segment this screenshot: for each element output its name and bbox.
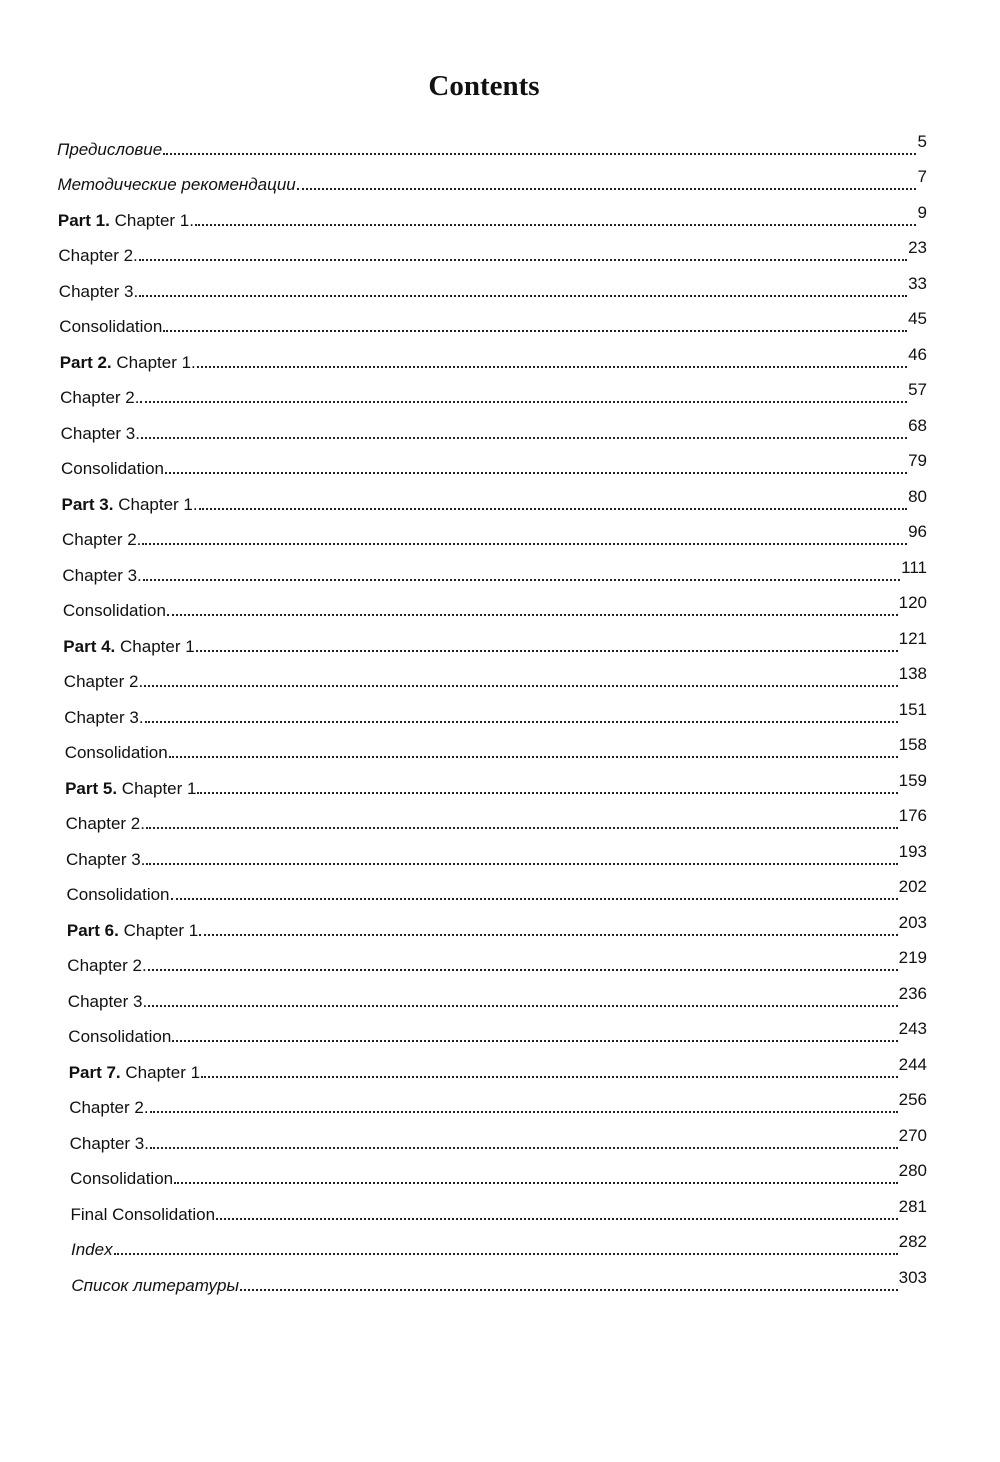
dot-leader [165,471,907,474]
toc-entry-text: Chapter 3. [67,991,148,1011]
dot-leader [139,258,907,261]
toc-page-number: 281 [898,1196,927,1216]
dot-leader [150,1110,898,1113]
dot-leader [199,507,907,510]
toc-entry-label [65,743,168,763]
toc-entry-label [63,637,194,657]
toc-entry-text: Chapter 1 [117,778,197,798]
toc-part-prefix: Part 2. [59,352,112,372]
toc-page-number: 7 [917,167,927,186]
toc-page-number: 80 [908,486,927,506]
dot-leader [216,1217,898,1220]
dot-leader [140,400,907,403]
toc-entry[interactable] [57,1122,927,1158]
toc-page-number: 151 [898,699,927,719]
dot-leader [172,1039,897,1042]
toc-page-number: 282 [898,1232,927,1251]
toc-entry[interactable] [57,1087,927,1123]
dot-leader [145,720,898,723]
toc-entry-label [58,211,194,231]
toc-entry-text: Chapter 1 [120,1062,201,1082]
toc-entry[interactable] [57,519,927,555]
toc-entry[interactable] [57,483,927,519]
toc-entry-label [71,1276,239,1296]
toc-entry-label [70,1169,173,1189]
toc-entry[interactable] [57,803,927,839]
toc-entry[interactable] [57,980,927,1016]
toc-entry[interactable] [57,341,927,377]
toc-part-prefix: Part 7. [68,1062,121,1082]
toc-entry[interactable] [57,199,927,235]
dot-leader [144,684,897,687]
toc-entry[interactable] [57,838,927,874]
toc-entry-text: Предисловие [57,139,163,159]
toc-page-number: 5 [917,131,927,151]
toc-entry[interactable] [57,661,927,697]
toc-page-number: 79 [908,451,927,470]
toc-entry-label [67,921,198,941]
toc-entry-text: Chapter 1. [113,494,198,514]
toc-page-number: 236 [898,983,927,1003]
toc-page-number: 270 [898,1125,927,1145]
toc-entry-text: Chapter 3. [60,423,140,443]
toc-entry-label [60,388,139,408]
toc-entry-label [60,353,196,373]
toc-entry-text: Final Consolidation [70,1204,216,1224]
toc-entry-label [69,1098,148,1118]
toc-entry-label [59,282,138,302]
dot-leader [163,329,907,332]
toc-page-number: 111 [901,557,927,577]
toc-entry-label [62,495,198,515]
dot-leader [174,1181,898,1184]
toc-page-number: 57 [908,380,927,399]
dot-leader [171,897,898,900]
toc-entry[interactable] [57,1193,927,1229]
toc-entry-label [57,140,162,160]
toc-page-number: 120 [898,593,927,612]
toc-entry-label [64,672,143,692]
dot-leader [150,1146,898,1149]
toc-entry-text: Chapter 1. [109,210,194,230]
toc-entry-label [65,779,196,799]
toc-page-number: 159 [898,770,927,790]
dot-leader [195,223,916,226]
table-of-contents [57,128,927,1300]
toc-entry[interactable] [57,554,927,590]
toc-page-number: 9 [917,202,927,222]
toc-entry[interactable] [57,1229,927,1265]
toc-entry-text: Chapter 3. [66,849,146,869]
toc-entry-label [68,992,147,1012]
toc-entry-text: Consolidation [66,885,170,904]
toc-entry-text: Chapter 2. [67,956,147,975]
dot-leader [197,365,907,368]
dot-leader [148,968,898,971]
toc-part-prefix: Part 3. [61,494,114,514]
toc-page-number: 176 [898,806,927,825]
toc-entry-label [61,459,164,479]
dot-leader [146,826,898,829]
toc-entry-label [66,814,145,834]
toc-page-number: 68 [908,415,927,435]
toc-entry-text: Chapter 3. [69,1133,149,1153]
toc-entry-label [70,1134,149,1154]
toc-entry-text: Методические рекомендации [57,175,296,194]
toc-entry-label [69,1063,200,1083]
dot-leader [297,187,916,190]
toc-entry[interactable] [57,235,927,271]
toc-part-prefix: Part 5. [65,778,118,798]
toc-entry[interactable] [57,732,927,768]
toc-page-number: 158 [898,735,927,754]
toc-part-prefix: Part 4. [63,636,116,656]
toc-entry-text: Consolidation [59,317,163,336]
toc-entry[interactable] [57,590,927,626]
toc-entry-label [64,708,143,728]
toc-entry-text: Consolidation [62,601,166,620]
toc-entry[interactable] [57,909,927,945]
toc-entry-label [59,317,162,337]
toc-entry[interactable] [57,874,927,910]
toc-entry-text: Chapter 2. [62,530,142,549]
dot-leader [114,1252,898,1255]
toc-entry[interactable] [57,377,927,413]
dot-leader [148,1004,897,1007]
toc-page-number: 243 [898,1019,927,1038]
toc-page-number: 244 [898,1054,927,1074]
dot-leader [199,933,897,936]
dot-leader [142,542,907,545]
toc-entry-label [61,424,140,444]
toc-part-prefix: Part 1. [57,210,110,230]
toc-entry-label [62,530,141,550]
toc-page-number: 96 [908,522,927,541]
toc-entry-text: Consolidation [68,1027,172,1046]
dot-leader [197,791,897,794]
toc-page-number: 256 [898,1090,927,1109]
toc-entry-text: Chapter 1 [118,920,199,940]
toc-page-number: 138 [898,664,927,683]
dot-leader [143,578,900,581]
toc-page-number: 303 [898,1267,927,1287]
toc-page-number: 23 [908,238,927,257]
toc-entry[interactable] [57,945,927,981]
dot-leader [146,862,897,865]
page-title: Contents [428,70,540,102]
dot-leader [139,294,907,297]
toc-page-number: 280 [898,1161,927,1180]
toc-page-number: 46 [908,344,927,364]
toc-entry[interactable] [57,412,927,448]
toc-entry-text: Consolidation [64,743,168,762]
toc-entry-label [68,1027,171,1047]
dot-leader [240,1288,898,1291]
toc-page-number: 45 [908,309,927,328]
toc-entry-text: Chapter 2. [69,1098,149,1117]
toc-entry-text: Chapter 3. [64,707,144,727]
toc-page-number: 193 [898,841,927,861]
dot-leader [201,1075,898,1078]
toc-page-number: 203 [898,912,927,932]
toc-entry-text: Chapter 3. [58,281,139,301]
toc-entry-label [71,1205,216,1225]
toc-entry[interactable] [57,306,927,342]
toc-entry-label [67,885,170,905]
toc-entry-text: Chapter 1 [115,636,195,656]
toc-entry[interactable] [57,270,927,306]
toc-entry[interactable] [57,767,927,803]
toc-part-prefix: Part 6. [66,920,119,940]
toc-entry-label [67,956,146,976]
dot-leader [141,436,907,439]
toc-entry-text: Chapter 3. [62,565,142,585]
toc-page-number: 219 [898,948,927,967]
toc-entry[interactable] [57,625,927,661]
toc-entry[interactable] [57,1016,927,1052]
toc-entry[interactable] [57,128,927,164]
toc-entry[interactable] [57,696,927,732]
dot-leader [196,649,898,652]
toc-entry[interactable] [57,164,927,200]
toc-entry-label [71,1240,113,1260]
toc-entry-text: Chapter 2. [63,672,144,691]
toc-entry-text: Chapter 1. [111,352,196,372]
toc-entry[interactable] [57,448,927,484]
toc-entry-text: Chapter 2. [65,814,145,833]
toc-entry[interactable] [57,1158,927,1194]
toc-entry-label [62,566,141,586]
dot-leader [169,755,898,758]
toc-entry-text: Consolidation [70,1169,174,1188]
toc-entry-label [58,246,137,266]
dot-leader [167,613,898,616]
toc-entry-text: Chapter 2. [58,246,138,265]
toc-entry-label [63,601,166,621]
toc-entry-label [58,175,296,195]
toc-page-number: 121 [898,628,927,648]
toc-entry[interactable] [57,1264,927,1300]
toc-entry-label [66,850,145,870]
toc-entry-text: Consolidation [61,459,165,478]
toc-entry-text: Index [71,1240,113,1259]
toc-entry-text: Список литературы [71,1275,239,1295]
toc-entry-text: Chapter 2. [60,388,140,407]
toc-page-number: 202 [898,877,927,896]
toc-entry[interactable] [57,1051,927,1087]
dot-leader [163,152,916,155]
toc-page-number: 33 [908,273,927,293]
